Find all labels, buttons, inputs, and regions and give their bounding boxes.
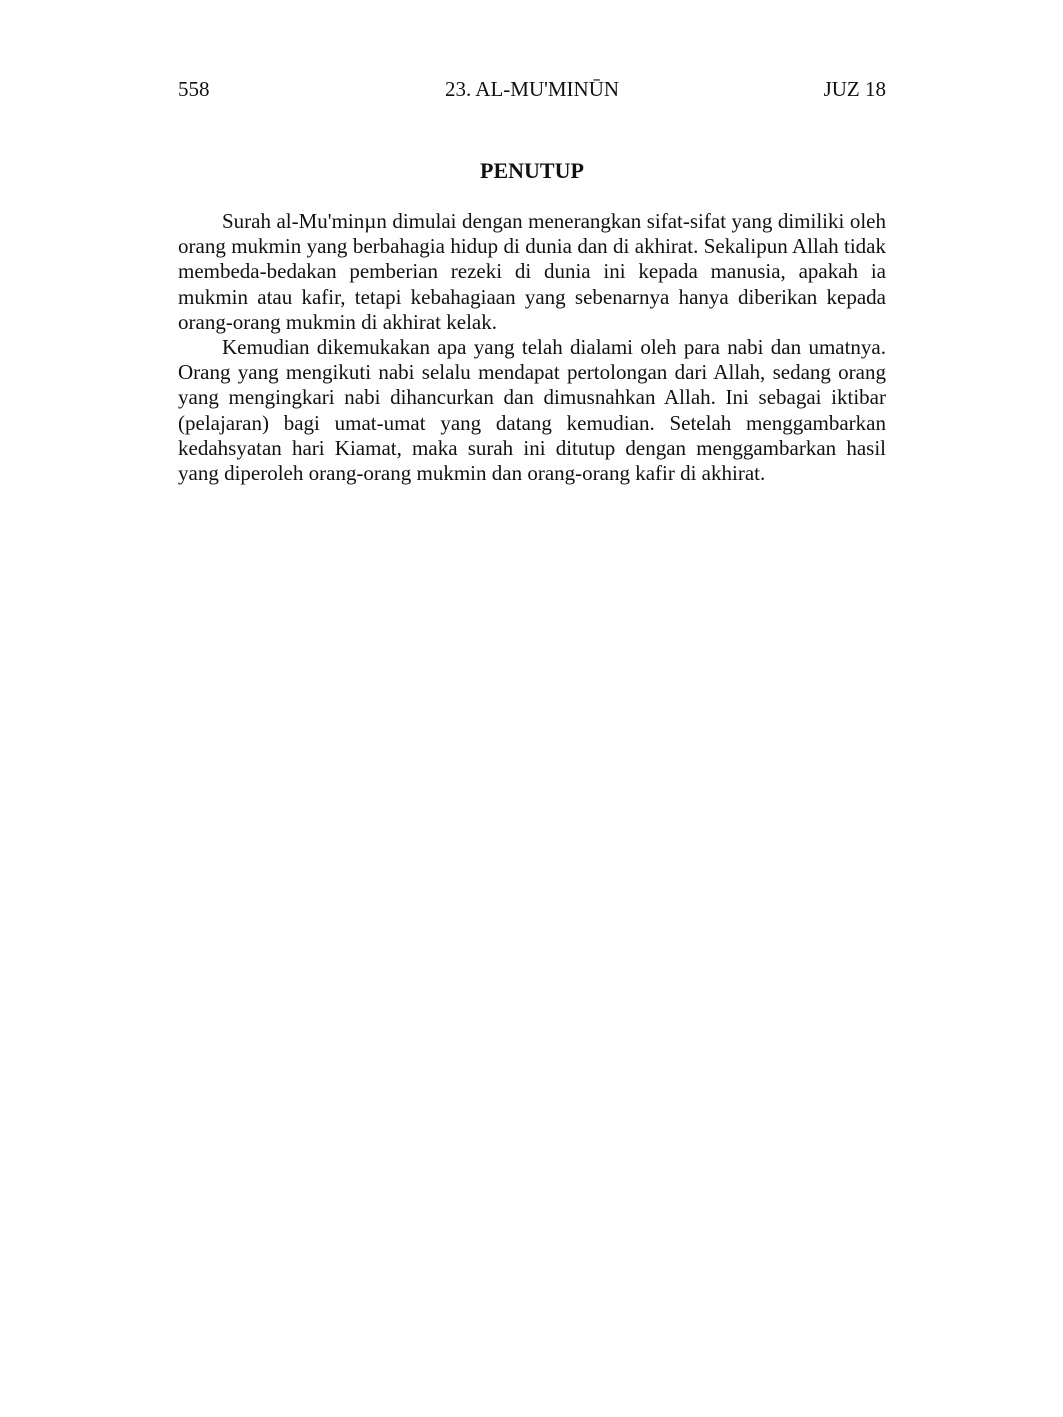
running-header xyxy=(178,74,886,104)
chapter-title: 23. AL-MU'MINŪN xyxy=(444,77,620,101)
body-text xyxy=(178,209,886,486)
paragraph-1: Surah al-Mu'minµn dimulai dengan menerangkan sifat-sifat yang dimiliki oleh orang mukmin yang berbahagia hidup di dunia dan di akhirat. Sekalipun Allah tidak membeda-bedakan pemberian rezeki di dunia ini kepada manusia, apakah ia mukmin atau kafir, tetapi kebahagiaan yang sebenarnya hanya diberikan kepada orang-orang mukmin di akhirat kelak. xyxy=(178,209,886,334)
page-number: 558 xyxy=(178,77,210,101)
paragraph-2: Kemudian dikemukakan apa yang telah dialami oleh para nabi dan umatnya. Orang yang mengikuti nabi selalu mendapat pertolongan dari Allah, sedang orang yang mengingkari nabi dihancurkan dan dimusnahkan Allah. Ini sebagai iktibar (pelajaran) bagi umat-umat yang datang kemudian. Setelah menggambarkan kedahsyatan hari Kiamat, maka surah ini ditutup dengan menggambarkan hasil yang diperoleh orang-orang mukmin dan orang-orang kafir di akhirat. xyxy=(178,335,886,486)
juz-label: JUZ 18 xyxy=(823,77,886,101)
section-heading: PENUTUP xyxy=(480,158,584,183)
document-page xyxy=(178,0,886,1417)
